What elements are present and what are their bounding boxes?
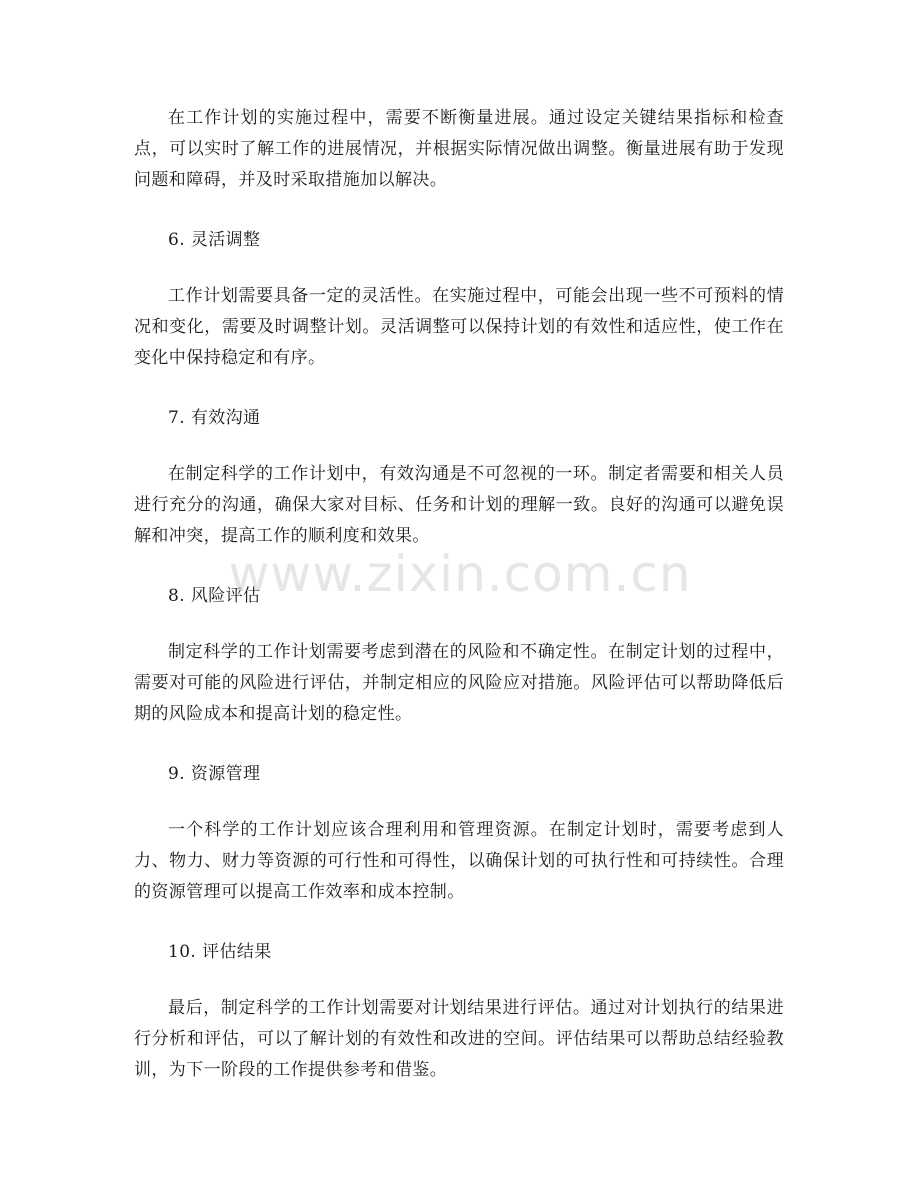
document-content	[134, 103, 784, 1086]
section-heading-6: 6. 灵活调整	[168, 230, 261, 250]
section-heading-7: 7. 有效沟通	[168, 408, 261, 428]
section-heading-9: 9. 资源管理	[168, 764, 261, 784]
section-body-9: 一个科学的工作计划应该合理利用和管理资源。在制定计划时，需要考虑到人力、物力、财力等资源的可行性和可得性，以确保计划的可执行性和可持续性。合理的资源管理可以提高工作效率和成本控制。	[134, 820, 784, 902]
intro-paragraph: 在工作计划的实施过程中，需要不断衡量进展。通过设定关键结果指标和检查点，可以实时了解工作的进展情况，并根据实际情况做出调整。衡量进展有助于发现问题和障碍，并及时采取措施加以解决。	[134, 108, 784, 190]
section-heading-8: 8. 风险评估	[168, 586, 261, 606]
section-body-7: 在制定科学的工作计划中，有效沟通是不可忽视的一环。制定者需要和相关人员进行充分的沟通，确保大家对目标、任务和计划的理解一致。良好的沟通可以避免误解和冲突，提高工作的顺利度和效果。	[134, 464, 784, 546]
section-heading-10: 10. 评估结果	[168, 942, 272, 962]
section-body-10: 最后，制定科学的工作计划需要对计划结果进行评估。通过对计划执行的结果进行分析和评估，可以了解计划的有效性和改进的空间。评估结果可以帮助总结经验教训，为下一阶段的工作提供参考和借鉴。	[134, 998, 784, 1080]
watermark: www.zixin.com.cn	[228, 545, 692, 603]
section-body-6: 工作计划需要具备一定的灵活性。在实施过程中，可能会出现一些不可预料的情况和变化，需要及时调整计划。灵活调整可以保持计划的有效性和适应性，使工作在变化中保持稳定和有序。	[134, 286, 784, 368]
section-body-8: 制定科学的工作计划需要考虑到潜在的风险和不确定性。在制定计划的过程中，需要对可能的风险进行评估，并制定相应的风险应对措施。风险评估可以帮助降低后期的风险成本和提高计划的稳定性。	[134, 642, 784, 724]
